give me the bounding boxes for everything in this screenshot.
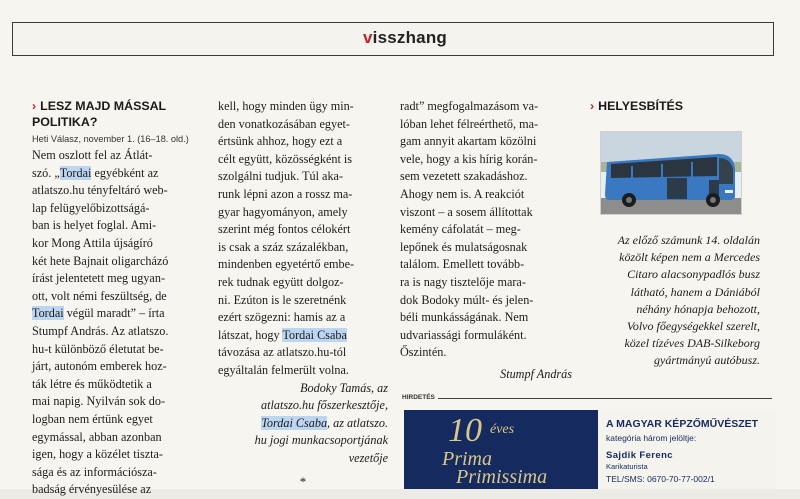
ad-title: A MAGYAR KÉPZŐMŰVÉSZET [606,418,759,430]
highlighted-name: Tordai Csaba [282,327,347,342]
body-line: lepőnek és mulatságosnak [400,239,528,254]
body-line: logban nem értünk egyet [32,411,153,426]
body-line: hu-t különböző életutat be- [32,341,164,356]
body-line: ban is helyet foglal. Ami- [32,218,157,233]
separator-star: * [299,474,307,490]
body-line: kemény cáfolatát – meg- [400,222,521,237]
chevron-right-icon: › [590,99,595,113]
body-line: járt, autonóm emberek hoz- [32,359,167,374]
body-line: vele, hogy a kis hírig korán- [400,151,538,166]
author-signature: Stumpf András [500,366,572,381]
advertisement [404,410,772,489]
body-line: ott, volt némi feszültség, de [32,288,167,303]
photo-caption: Az előző számunk 14. oldalán közölt képen nem a Mercedes Citaro alacsonypadlós busz látható, hanem a Dániából néhány hónapja behozott, Volvo főegységekkel szerelt, közel tízéves DAB-Silkeborg gyártmányú autóbusz. [617,233,760,368]
article-column-3 [400,98,572,384]
body-line: ezért szögezni: hamis az a [218,310,346,325]
body-line: Őszintén. [400,345,447,360]
ad-big-word: éves [490,422,515,437]
correction-column [590,98,762,114]
body-line: viszont – a sosem állítottak [400,204,533,219]
body-line: mai napig. Nyilván sok do- [32,394,166,409]
body-line: egyáltalán felmerült volna. [218,362,349,377]
body-line: Stumpf András. Az atlatszo. [32,323,169,338]
body-line: szó. „Tordai egyébként az [32,165,159,180]
bus-photo [600,131,742,215]
highlighted-name: Tordai Csaba [261,415,328,430]
body-line: célt együtt, közösségként is [218,151,353,166]
body-line: runk lépni azon a rossz ma- [218,186,353,201]
body-line: Tordai végül maradt” – írta [32,306,165,321]
ad-big-number: 10 [448,412,482,449]
signature-line: hu jogi munkacsoportjának [254,433,388,448]
body-line: lap felügyelőbizottságá- [32,200,150,215]
body-line: den vonatkozásában egyet- [218,116,350,131]
highlighted-name: Tordai [32,306,64,321]
signature-line: Tordai Csaba, az atlatszo. [261,415,388,430]
ad-nominee-role: Karikaturista [606,462,648,471]
body-line: találom. Emellett tovább- [400,257,525,272]
body-line: kell, hogy minden ügy min- [218,99,354,113]
correction-heading: › HELYESBÍTÉS [590,99,684,113]
body-line: gam annyit akartam közölni [400,134,537,149]
body-line: lóban lehet félreérthető, ma- [400,116,539,131]
body-line: Nem oszlott fel az Átlát- [32,148,153,162]
body-line: szerint még fontos célokért [218,222,351,237]
body-line: is csak a száz százalékban, [218,239,349,254]
body-line: igen, hogy a közélet tiszta- [32,447,163,462]
ad-nominee-name: Sajdik Ferenc [606,450,673,461]
signature-line: Bodoky Tamás, az [300,380,388,395]
ad-phone: TEL/SMS: 0670-70-77-002/1 [606,474,715,484]
signature-line: atlatszo.hu főszerkesztője, [261,398,388,413]
body-line: gyar hagyományon, amely [218,204,348,219]
body-line: ra is nagy tisztelője mara- [400,274,526,289]
body-line: dok Bodoky múlt- és jelen- [400,292,534,307]
body-line: sem vezetett szakadáshoz. [400,169,528,184]
body-line: egymással, abban azonban [32,429,162,444]
highlighted-name: Tordai [59,165,92,180]
body-line: távozása az atlatszo.hu-tól [218,345,347,360]
section-header-bar [12,22,774,56]
ad-prima: Prima [442,448,492,470]
body-line: szolgálni tudjuk. Túl aka- [218,169,344,184]
ad-text-panel [594,410,776,489]
divider [438,398,772,399]
body-line: atlatszo.hu tényfeltáró web- [32,183,168,198]
ad-primissima: Primissima [456,466,548,488]
article-heading-1: › LESZ MAJD MÁSSAL POLITIKA? [32,99,167,129]
body-line: radt” megfogalmazásom va- [400,99,539,113]
body-line: béli munkásságának. Nem [400,310,529,325]
article-column-2 [218,98,388,491]
body-line: Ahogy nem is. A reakciót [400,186,525,201]
body-line: két hete Bajnait oligarcházó [32,253,169,268]
body-line: ni. Ezúton is le szeretnénk [218,292,347,307]
signature-line: vezetője [348,450,388,465]
section-title: visszhang [363,28,447,47]
body-line: látszat, hogy Tordai Csaba [218,327,347,342]
advertisement-label: HIRDETÉS [402,394,435,401]
article-source: Heti Válasz, november 1. (16–18. old.) [32,134,189,144]
body-line: mindenben egyetértő embe- [218,257,355,272]
body-line: udvariassági formuláként. [400,327,527,342]
body-line: sága és az információsza- [32,464,157,479]
body-line: ták létre és működtetik a [32,376,152,391]
article-column-1 [32,98,208,499]
body-line: badság érvényesülése az [32,482,152,497]
body-line: rek tudnak együtt dolgoz- [218,274,344,289]
body-line: kor Mong Attila újságíró [32,235,153,250]
body-line: értsünk ahhoz, hogy ezt a [218,134,343,149]
ad-logo-panel [404,410,594,489]
ad-subtitle: kategória három jelöltje: [606,433,697,443]
chevron-right-icon: › [32,99,37,113]
body-line: írást jelentetett meg ugyan- [32,271,165,286]
